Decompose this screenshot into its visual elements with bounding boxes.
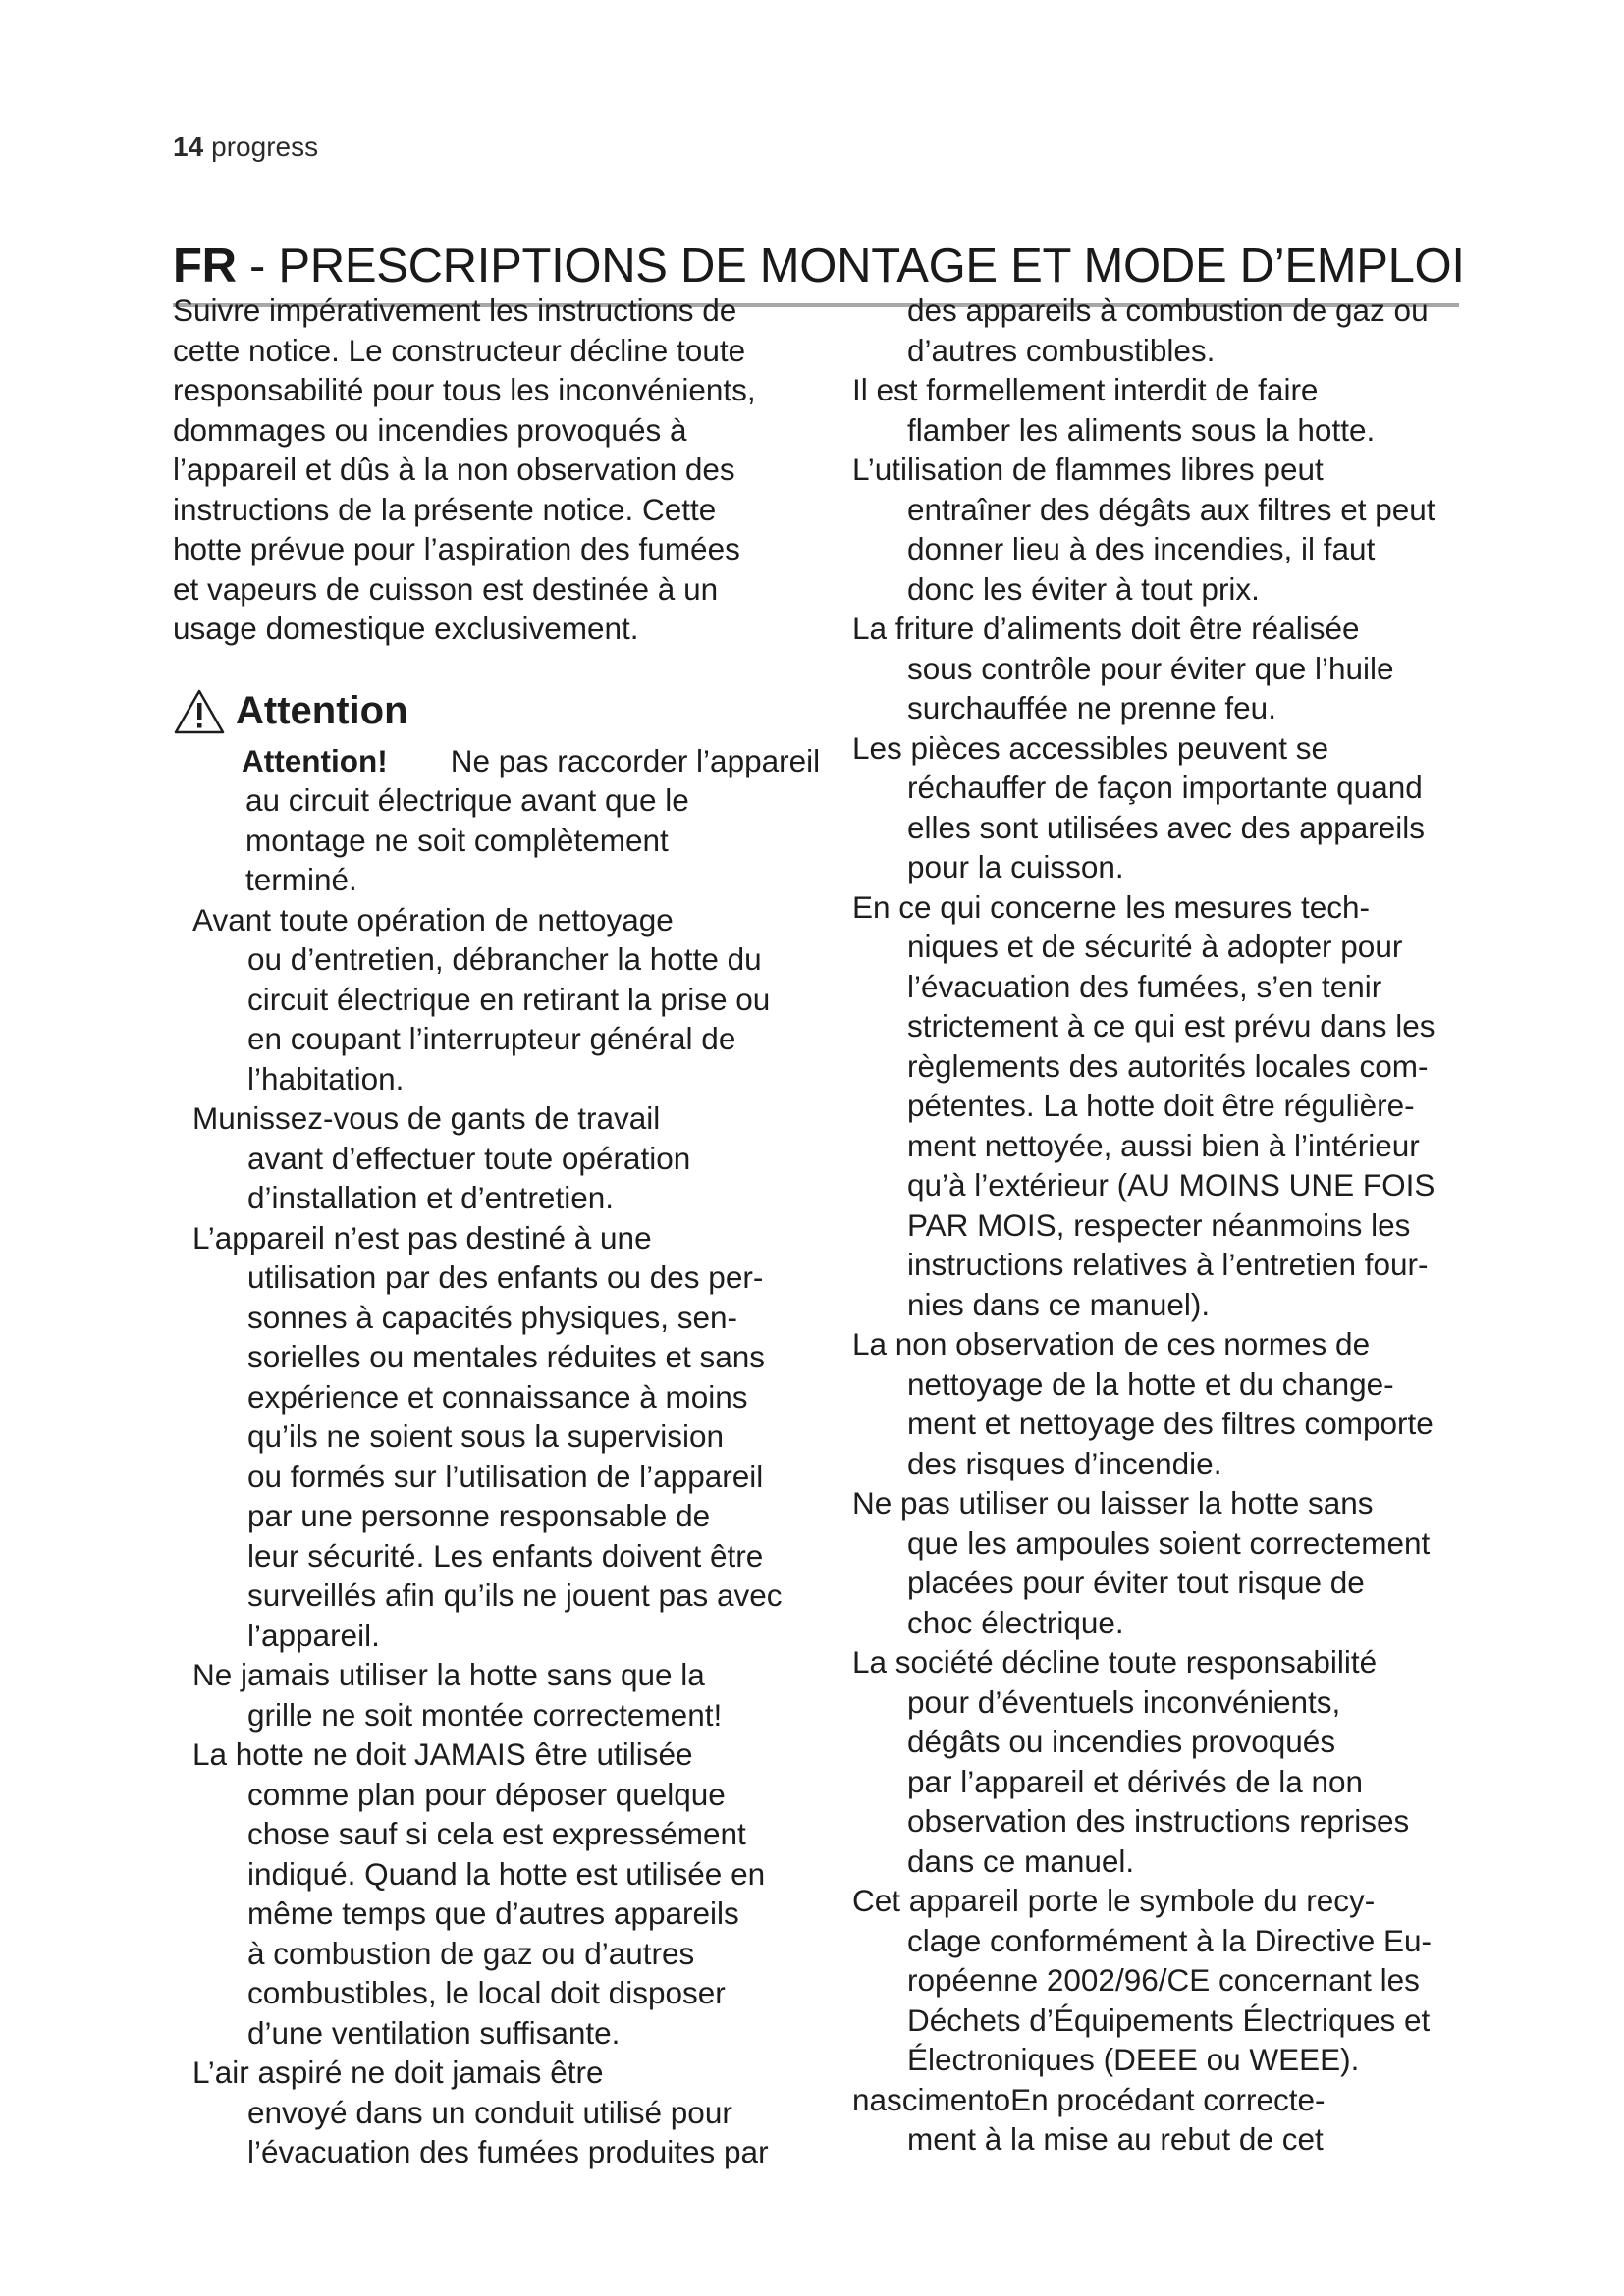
instruction-item	[192, 1655, 860, 1735]
item-line: dans ce manuel.	[907, 1842, 1135, 1879]
item-line: PAR MOIS, respecter néanmoins les	[907, 1206, 1411, 1243]
item-line: circuit électrique en retirant la prise ou	[247, 981, 771, 1017]
item-line: ropéenne 2002/96/CE concernant les	[907, 1962, 1420, 1998]
intro-paragraph	[173, 291, 860, 649]
instruction-item	[852, 1642, 1471, 1881]
item-line: nies dans ce manuel).	[907, 1286, 1211, 1322]
item-first-line: La friture d’aliments doit être réalisée	[852, 611, 1360, 646]
item-first-line: La société décline toute responsabilité	[852, 1644, 1378, 1680]
intro-line: hotte prévue pour l’aspiration des fumées	[173, 531, 740, 566]
brand-name: progress	[211, 132, 319, 162]
item-line: observation des instructions reprises	[907, 1803, 1410, 1839]
item-first-line: Cet appareil porte le symbole du recy-	[852, 1883, 1376, 1918]
item-line: surveillés afin qu’ils ne jouent pas avec	[247, 1577, 783, 1613]
instruction-item	[192, 1098, 860, 1218]
item-line: clage conformément à la Directive Eu-	[907, 1922, 1432, 1958]
intro-line: Suivre impérativement les instructions de	[173, 293, 737, 328]
instruction-item	[852, 370, 1471, 450]
item-line: terminé.	[245, 862, 357, 897]
item-line: niques et de sécurité à adopter pour	[907, 929, 1403, 964]
attention-label: Attention	[236, 689, 408, 733]
right-column	[852, 291, 1471, 2160]
item-first-line: Il est formellement interdit de faire	[852, 372, 1319, 407]
intro-line: dommages ou incendies provoqués à	[173, 411, 687, 448]
item-line: expérience et connaissance à moins	[247, 1378, 748, 1415]
item-line: qu’ils ne soient sous la supervision	[247, 1418, 725, 1454]
attention-heading	[173, 684, 860, 739]
item-line: sous contrôle pour éviter que l’huile	[907, 650, 1394, 686]
item-line: placées pour éviter tout risque de	[907, 1565, 1365, 1600]
item-line: l’évacuation des fumées, s’en tenir	[907, 968, 1382, 1004]
item-line: d’autres combustibles.	[907, 332, 1216, 368]
item-line: entraîner des dégâts aux filtres et peut	[907, 491, 1435, 527]
item-line: par l’appareil et dérivés de la non	[907, 1763, 1364, 1799]
item-line: montage ne soit complètement	[245, 822, 669, 858]
continuation-paragraph	[852, 291, 1471, 370]
item-line: que les ampoules soient correctement	[907, 1524, 1431, 1561]
attention-first-line: Ne pas raccorder l’appareil	[450, 742, 821, 778]
item-line: leur sécurité. Les enfants doivent être	[247, 1537, 764, 1574]
item-line: ment et nettoyage des filtres comporte	[907, 1406, 1434, 1441]
item-line: envoyé dans un conduit utilisé pour	[247, 2094, 732, 2130]
item-line: donner lieu à des incendies, il faut	[907, 531, 1376, 566]
item-first-line: L’utilisation de flammes libres peut	[852, 452, 1324, 487]
intro-line: instructions de la présente notice. Cette	[173, 491, 717, 527]
item-line: nettoyage de la hotte et du change-	[907, 1365, 1394, 1402]
item-line: chose sauf si cela est expressément	[247, 1816, 746, 1851]
item-line: l’habitation.	[247, 1060, 405, 1096]
item-first-line: Les pièces accessibles peuvent se	[852, 729, 1329, 766]
item-line: pour la cuisson.	[907, 849, 1124, 884]
item-line: utilisation par des enfants ou des per-	[247, 1259, 764, 1295]
item-line: sonnes à capacités physiques, sen-	[247, 1299, 738, 1335]
item-line: ou formés sur l’utilisation de l’appareil	[247, 1458, 764, 1494]
item-first-line: Ne pas utiliser ou laisser la hotte sans	[852, 1485, 1374, 1521]
item-line: au circuit électrique avant que le	[245, 782, 689, 818]
item-line: ou d’entretien, débrancher la hotte du	[247, 941, 762, 977]
item-first-line: Munissez-vous de gants de travail	[192, 1100, 661, 1136]
warning-triangle-icon	[173, 688, 226, 735]
title-text: - PRESCRIPTIONS DE MONTAGE ET MODE D’EMPLOI	[236, 239, 1465, 293]
item-line: par une personne responsable de	[247, 1498, 711, 1533]
item-line: elles sont utilisées avec des appareils	[907, 809, 1426, 845]
intro-line: l’appareil et dûs à la non observation des	[173, 452, 735, 487]
item-line: l’appareil.	[247, 1617, 380, 1653]
item-line: des appareils à combustion de gaz ou	[907, 293, 1429, 328]
item-line: grille ne soit montée correctement!	[247, 1696, 723, 1733]
attention-item	[173, 741, 860, 900]
item-line: indiqué. Quand la hotte est utilisée en	[247, 1855, 766, 1892]
item-line: choc électrique.	[907, 1604, 1124, 1640]
instruction-item	[192, 1218, 860, 1656]
item-line: pétentes. La hotte doit être régulière-	[907, 1088, 1415, 1123]
item-line: strictement à ce qui est prévu dans les	[907, 1008, 1435, 1043]
item-line: à combustion de gaz ou d’autres	[247, 1935, 695, 1971]
item-line: règlements des autorités locales com-	[907, 1047, 1429, 1084]
instruction-item	[192, 900, 860, 1099]
intro-line: et vapeurs de cuisson est destinée à un	[173, 570, 719, 607]
item-line: ment nettoyée, aussi bien à l’intérieur	[907, 1127, 1420, 1163]
item-first-line: En ce qui concerne les mesures tech-	[852, 888, 1371, 925]
item-first-line: Avant toute opération de nettoyage	[192, 901, 674, 937]
page-header	[173, 132, 318, 163]
item-line: qu’à l’extérieur (AU MOINS UNE FOIS	[907, 1167, 1435, 1202]
item-line: avant d’effectuer toute opération	[247, 1140, 691, 1176]
item-line: des risques d’incendie.	[907, 1445, 1222, 1481]
page-number: 14	[173, 132, 204, 162]
item-line: combustibles, le local doit disposer	[247, 1975, 726, 2010]
right-instruction-list	[852, 370, 1471, 2160]
language-code: FR	[173, 239, 237, 293]
item-line: donc les éviter à tout prix.	[907, 570, 1260, 607]
instruction-item	[852, 728, 1471, 887]
item-first-line: La non observation de ces normes de	[852, 1326, 1371, 1362]
instruction-item	[852, 450, 1471, 609]
instruction-item	[852, 2080, 1471, 2160]
intro-line: usage domestique exclusivement.	[173, 611, 639, 646]
item-line: l’évacuation des fumées produites par	[247, 2134, 769, 2169]
item-first-line: L’appareil n’est pas destiné à une	[192, 1219, 652, 1255]
instruction-item	[192, 1735, 860, 2053]
item-line: comme plan pour déposer quelque	[247, 1776, 726, 1812]
item-line: d’installation et d’entretien.	[247, 1180, 614, 1215]
item-line: dégâts ou incendies provoqués	[907, 1724, 1336, 1759]
item-line: Déchets d’Équipements Électriques et	[907, 2002, 1431, 2038]
item-line: surchauffée ne prenne feu.	[907, 690, 1276, 725]
item-first-line: Ne jamais utiliser la hotte sans que la	[192, 1657, 705, 1692]
item-line: même temps que d’autres appareils	[247, 1896, 739, 1931]
item-first-line: nascimentoEn procédant correcte-	[852, 2081, 1326, 2117]
item-line: flamber les aliments sous la hotte.	[907, 411, 1376, 448]
item-line: d’une ventilation suffisante.	[247, 2014, 621, 2051]
item-first-line: La hotte ne doit JAMAIS être utilisée	[192, 1736, 693, 1772]
instruction-item	[852, 1324, 1471, 1483]
item-first-line: L’air aspiré ne doit jamais être	[192, 2055, 604, 2090]
instruction-item	[852, 1483, 1471, 1642]
item-line: pour d’éventuels inconvénients,	[907, 1683, 1341, 1720]
instruction-item	[852, 1881, 1471, 2080]
item-line: sorielles ou mentales réduites et sans	[247, 1339, 766, 1374]
intro-line: cette notice. Le constructeur décline toute	[173, 332, 746, 368]
item-line: Électroniques (DEEE ou WEEE).	[907, 2042, 1360, 2077]
item-line: ment à la mise au rebut de cet	[907, 2121, 1324, 2157]
intro-line: responsabilité pour tous les inconvénients,	[173, 372, 756, 407]
instruction-item	[852, 887, 1471, 1325]
item-line: instructions relatives à l’entretien four-	[907, 1247, 1429, 1282]
item-line: réchauffer de façon importante quand	[907, 770, 1423, 805]
item-line: en coupant l’interrupteur général de	[247, 1021, 736, 1056]
attention-lead: Attention!	[242, 742, 388, 778]
left-column	[173, 291, 860, 2172]
instruction-item	[852, 609, 1471, 728]
instruction-item	[192, 2053, 860, 2172]
left-instruction-list	[173, 900, 860, 2172]
